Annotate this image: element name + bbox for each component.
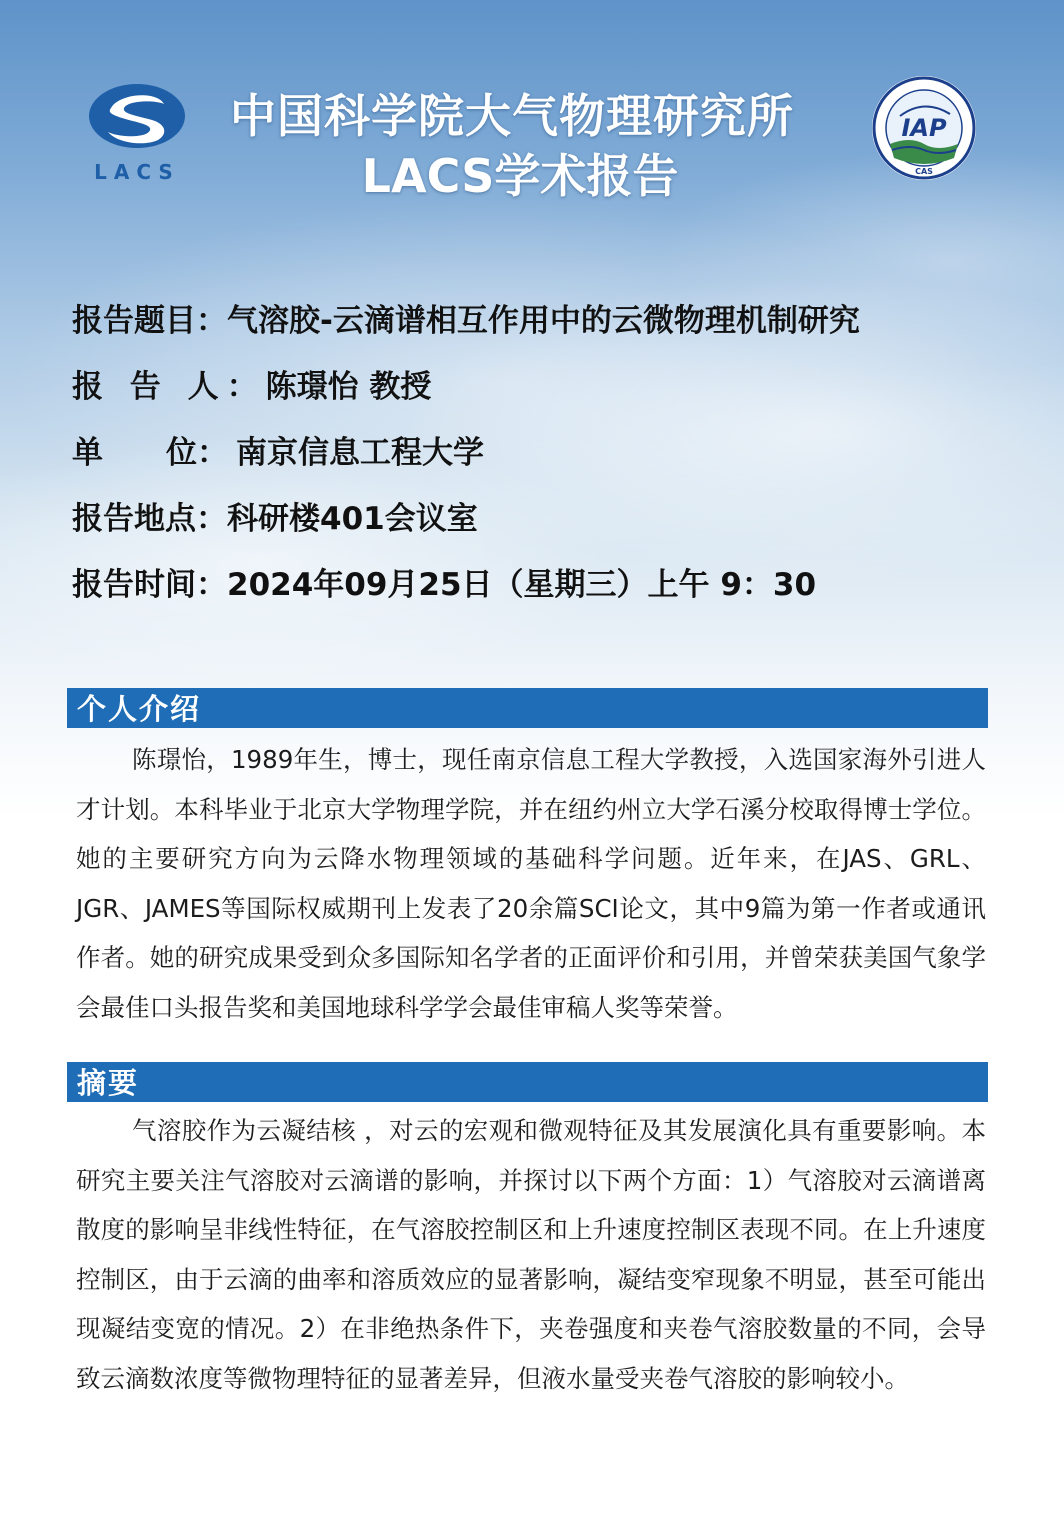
abstract-section-header (67, 1062, 988, 1102)
iap-logo-text: IAP (901, 114, 947, 142)
unit-label-a: 单 (72, 435, 103, 471)
page-subtitle: LACS学术报告 (361, 149, 679, 203)
abstract-section-title: 摘要 (77, 1066, 140, 1100)
talk-info (72, 296, 1012, 626)
unit-value: 南京信息工程大学 (236, 435, 484, 471)
info-row-speaker (72, 362, 1012, 428)
intro-section-title: 个人介绍 (77, 692, 202, 726)
topic-value: 气溶胶-云滴谱相互作用中的云微物理机制研究 (227, 303, 860, 339)
time-label: 报告时间： (72, 567, 227, 603)
speaker-label: 报 告 人： (72, 369, 266, 405)
location-label: 报告地点： (72, 501, 227, 537)
intro-section-header (67, 688, 988, 728)
location-value: 科研楼401会议室 (227, 501, 478, 537)
unit-label-b: 位： (166, 435, 228, 471)
header (0, 0, 1064, 220)
time-value: 2024年09月25日（星期三）上午 9：30 (227, 567, 817, 603)
page-title: 中国科学院大气物理研究所 (230, 89, 794, 143)
info-row-location (72, 494, 1012, 560)
lacs-logo-text: LACS (94, 160, 180, 184)
intro-paragraph: 陈璟怡，1989年生，博士，现任南京信息工程大学教授，入选国家海外引进人才计划。本科毕业于北京大学物理学院，并在纽约州立大学石溪分校取得博士学位。她的主要研究方向为云降水物理领域的基础科学问题。近年来，在JAS、GRL、JGR、JAMES等国际权威期刊上发表了20余篇SCI论文，其中9篇为第一作者或通讯作者。她的研究成果受到众多国际知名学者的正面评价和引用，并曾荣获美国气象学会最佳口头报告奖和美国地球科学学会最佳审稿人奖等荣誉。 (76, 745, 986, 1022)
speaker-value: 陈璟怡 教授 (265, 369, 432, 405)
topic-label: 报告题目： (72, 303, 227, 339)
info-row-time (72, 560, 1012, 626)
iap-logo-bottom-text: CAS (915, 167, 933, 176)
lacs-logo (78, 76, 196, 186)
info-row-unit (72, 428, 1012, 494)
info-row-topic (72, 296, 1012, 362)
abstract-paragraph: 气溶胶作为云凝结核 ，对云的宏观和微观特征及其发展演化具有重要影响。本研究主要关注气溶胶对云滴谱的影响，并探讨以下两个方面：1）气溶胶对云滴谱离散度的影响呈非线性特征，在气溶胶控制区和上升速度控制区表现不同。在上升速度控制区，由于云滴的曲率和溶质效应的显著影响，凝结变窄现象不明显，甚至可能出现凝结变宽的情况。2）在非绝热条件下，夹卷强度和夹卷气溶胶数量的不同，会导致云滴数浓度等微物理特征的显著差异，但液水量受夹卷气溶胶的影响较小。 (76, 1116, 986, 1393)
iap-logo (870, 74, 978, 182)
